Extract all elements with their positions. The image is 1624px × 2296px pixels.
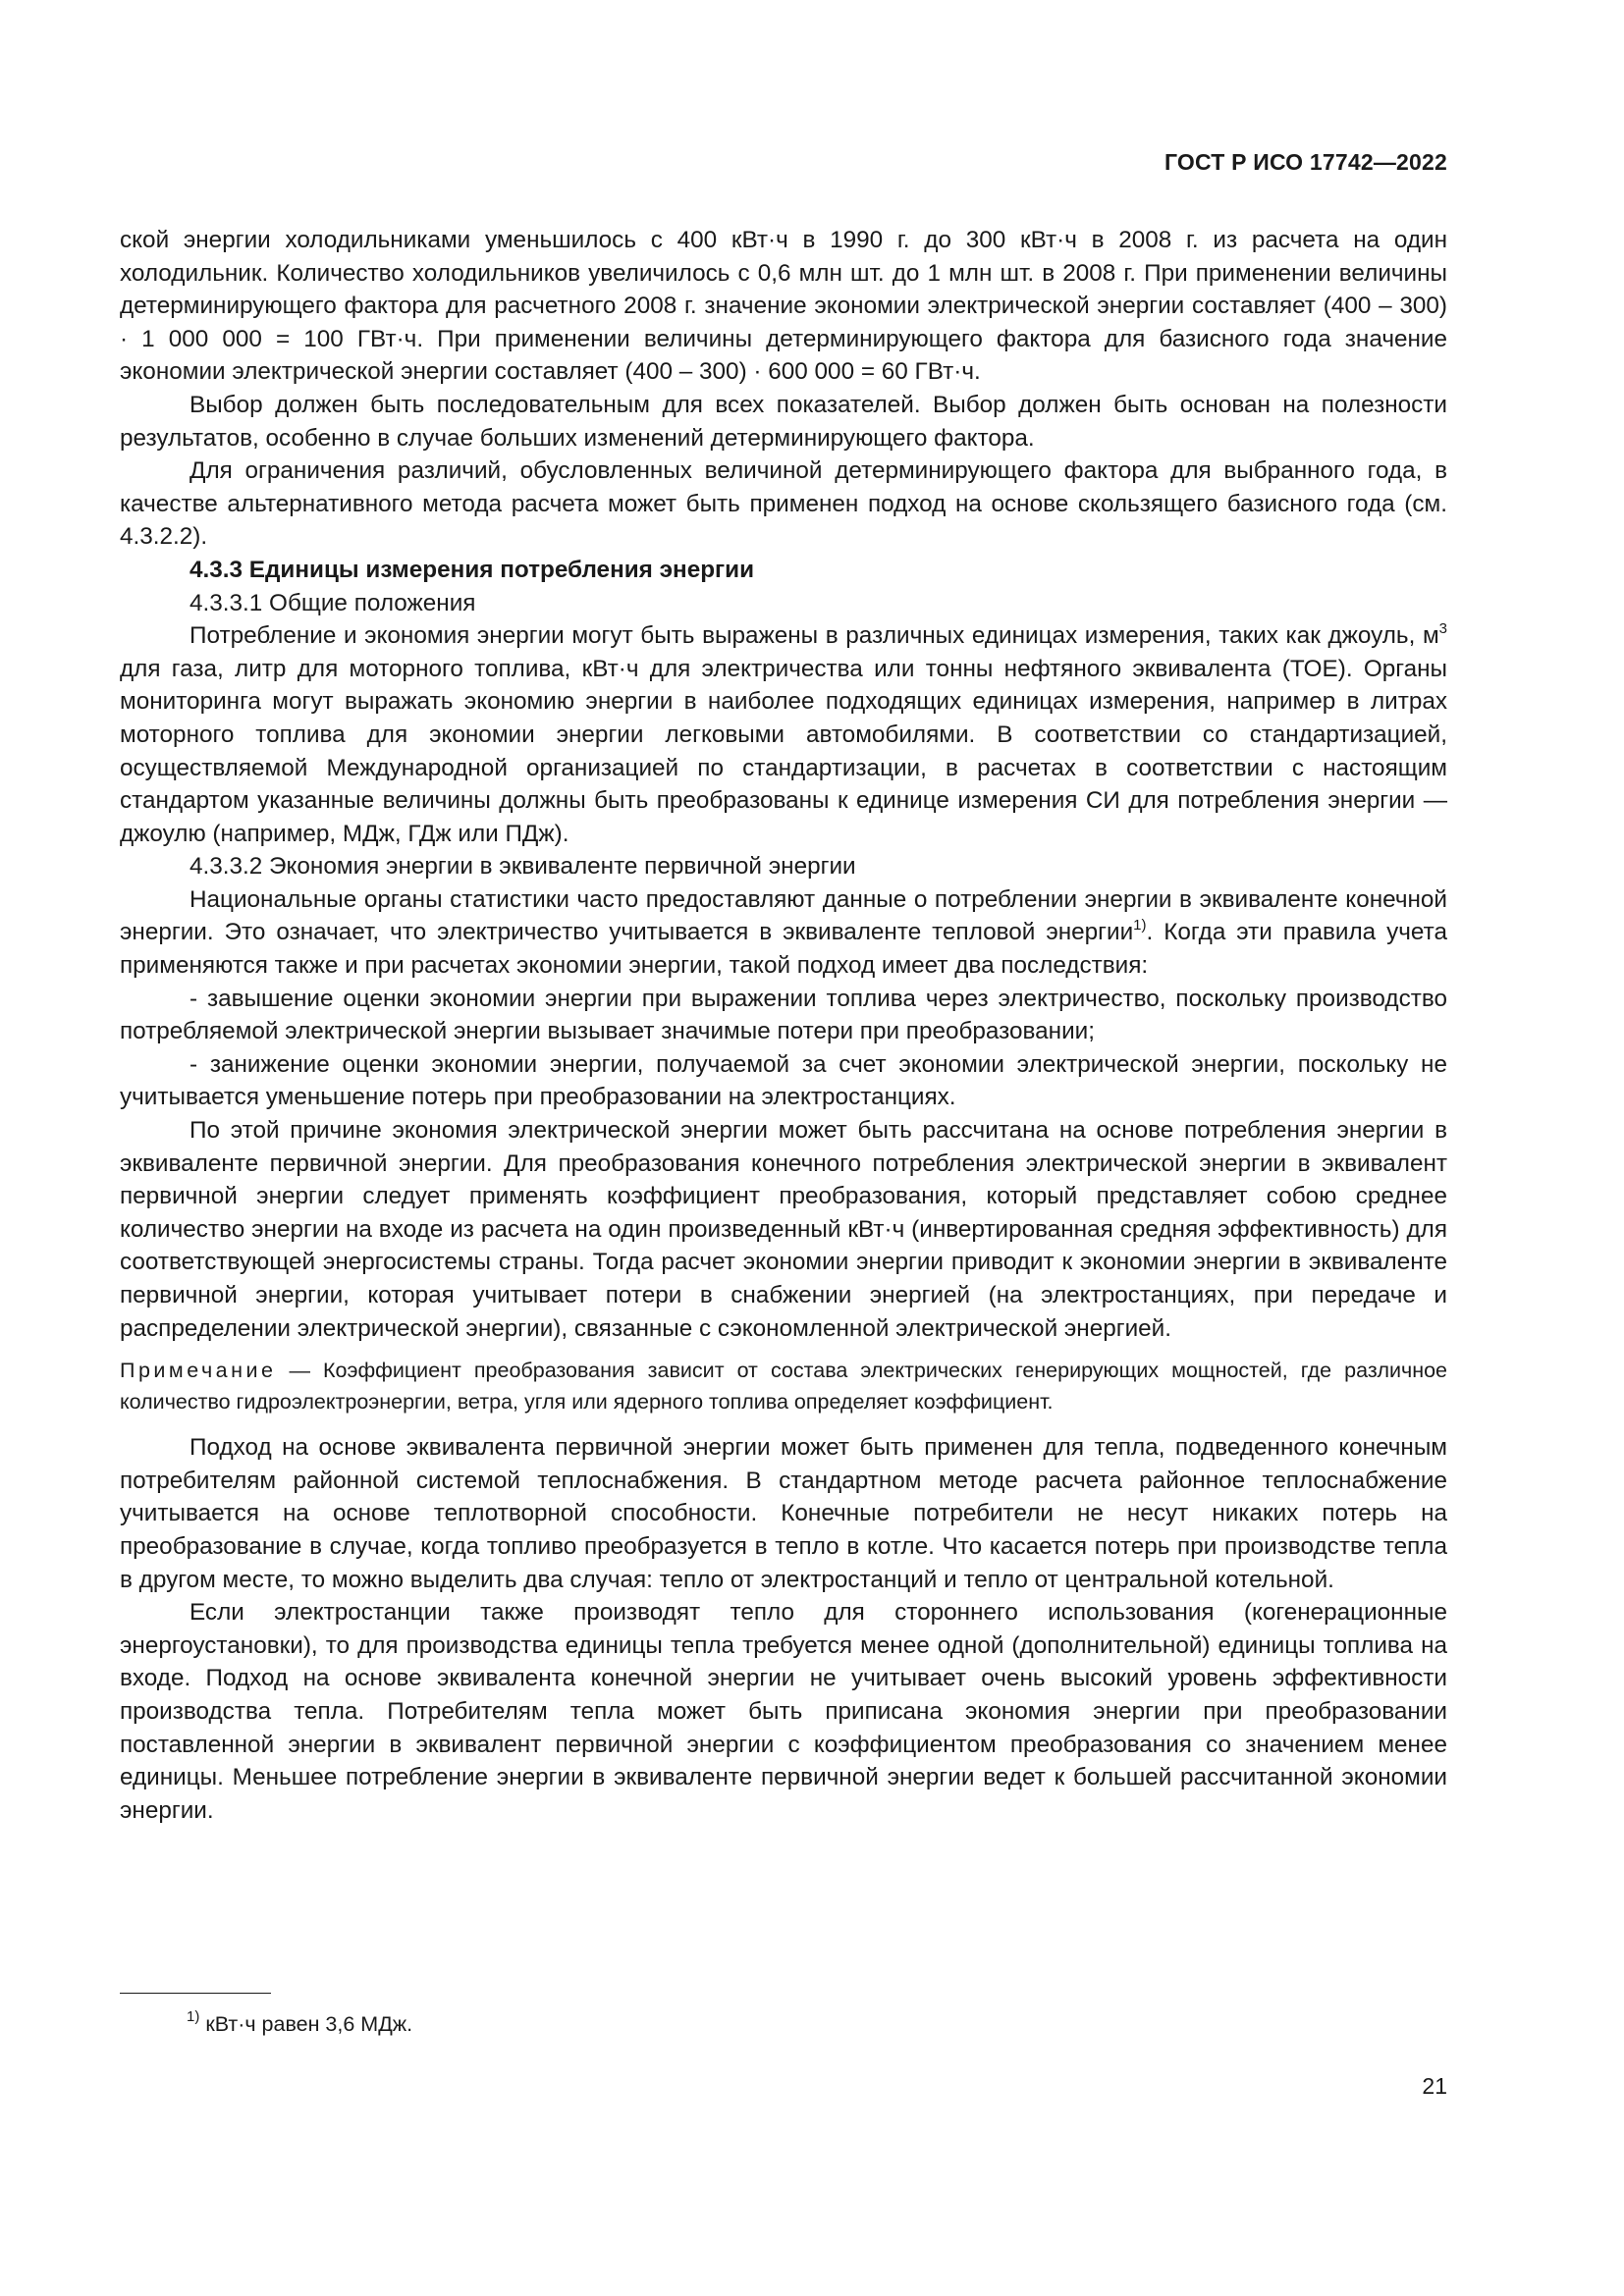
paragraph: Для ограничения различий, обусловленных величиной детерминирующего фактора для выбранного года, в качестве альтернативного метода расчета может быть применен подход на основе скользящего базисного года (см. 4.3.2.2).	[120, 457, 1447, 551]
paragraph: Подход на основе эквивалента первичной энергии может быть применен для тепла, подведенного конечным потребителям районной системой теплоснабжения. В стандартном методе расчета районное теплоснабжение учитывается на основе теплотворной способности. Конечные потребители не несут никаких потерь на преобразование в случае, когда топливо преобразуется в тепло в котле. Что касается потерь при производстве тепла в другом месте, то можно выделить два случая: тепло от электростанций и тепло от центральной котельной.	[120, 1434, 1447, 1593]
section-heading-4-3-3: 4.3.3 Единицы измерения потребления энергии	[189, 556, 755, 583]
paragraph-text: Потребление и экономия энергии могут быть выражены в различных единицах измерения, таких как джоуль, м	[189, 622, 1439, 650]
footnote-mark: 1)	[187, 2008, 200, 2025]
paragraph: Если электростанции также производят тепло для стороннего использования (когенерационные энергоустановки), то для производства единицы тепла требуется менее одной (дополнительной) единицы топлива на входе. Подход на основе эквивалента конечной энергии не учитывает очень высокий уровень эффективности производства тепла. Потребителям тепла может быть приписана экономия энергии при преобразовании поставленной энергии в эквивалент первичной энергии с коэффициентом преобразования со значением менее единицы. Меньшее потребление энергии в эквиваленте первичной энергии ведет к большей рассчитанной экономии энергии.	[120, 1599, 1447, 1824]
paragraph: По этой причине экономия электрической энергии может быть рассчитана на основе потребления энергии в эквиваленте первичной энергии. Для преобразования конечного потребления электрической энергии в эквивалент первичной энергии следует применять коэффициент преобразования, который представляет собою среднее количество энергии на входе из расчета на один произведенный кВт·ч (инвертированная средняя эффективность) для соответствующей энергосистемы страны. Тогда расчет экономии энергии приводит к экономии энергии в эквиваленте первичной энергии, которая учитывает потери в снабжении энергией (на электростанциях, при передаче и распределении электрической энергии), связанные с сэкономленной электрической энергией.	[120, 1117, 1447, 1342]
note	[120, 1355, 1447, 1417]
document-header: ГОСТ Р ИСО 17742—2022	[1164, 149, 1447, 175]
footnote-reference[interactable]: 1)	[1133, 917, 1147, 934]
page-number: 21	[1422, 2073, 1447, 2099]
paragraph-units	[120, 619, 1447, 850]
footnote-text: кВт·ч равен 3,6 МДж.	[199, 2012, 413, 2036]
list-item: - завышение оценки экономии энергии при выражении топлива через электричество, поскольку производство потребляемой электрической энергии вызывает значимые потери при преобразовании;	[120, 985, 1447, 1045]
paragraph: Выбор должен быть последовательным для всех показателей. Выбор должен быть основан на полезности результатов, особенно в случае больших изменений детерминирующего фактора.	[120, 391, 1447, 452]
footnote-divider	[120, 1993, 271, 1994]
subsection-heading-4-3-3-2: 4.3.3.2 Экономия энергии в эквиваленте первичной энергии	[189, 853, 856, 881]
subsection-heading-4-3-3-1: 4.3.3.1 Общие положения	[189, 589, 476, 616]
paragraph-text: для газа, литр для моторного топлива, кВт·ч для электричества или тонны нефтяного эквивалента (ТОЕ). Органы мониторинга могут выражать экономию энергии в наиболее подходящих единицах измерения, например в литрах моторного топлива для экономии энергии легковыми автомобилями. В соответствии со стандартизацией, осуществляемой Международной организацией по стандартизации, в расчетах в соответствии с настоящим стандартом указанные величины должны быть преобразованы к единице измерения СИ для потребления энергии — джоулю (например, МДж, ГДж или ПДж).	[120, 655, 1447, 847]
note-text: — Коэффициент преобразования зависит от состава электрических генерирующих мощностей, где различное количество гидроэлектроэнергии, ветра, угля или ядерного топлива определяет коэффициент.	[120, 1359, 1447, 1415]
list-item: - занижение оценки экономии энергии, получаемой за счет экономии электрической энергии, поскольку не учитывается уменьшение потерь при преобразовании на электростанциях.	[120, 1050, 1447, 1111]
footnote	[187, 2009, 412, 2039]
page-body	[120, 224, 1447, 1827]
note-label: Примечание	[120, 1359, 277, 1383]
paragraph-text: Национальные органы статистики часто предоставляют данные о потреблении энергии в эквиваленте конечной энергии. Это означает, что электричество учитывается в эквиваленте тепловой энергии	[120, 885, 1447, 946]
paragraph-text: . Когда эти правила учета применяются также и при расчетах экономии энергии, такой подход имеет два последствия:	[120, 919, 1447, 980]
paragraph-continuation: ской энергии холодильниками уменьшилось с 400 кВт·ч в 1990 г. до 300 кВт·ч в 2008 г. из расчета на один холодильник. Количество холодильников увеличилось с 0,6 млн шт. до 1 млн шт. в 2008 г. При применении величины детерминирующего фактора для расчетного 2008 г. значение экономии электрической энергии составляет (400 – 300) · 1 000 000 = 100 ГВт·ч. При применении величины детерминирующего фактора для базисного года значение экономии электрической энергии составляет (400 – 300) · 600 000 = 60 ГВт·ч.	[120, 227, 1447, 386]
superscript: 3	[1438, 620, 1447, 638]
paragraph-statistics	[120, 883, 1447, 983]
